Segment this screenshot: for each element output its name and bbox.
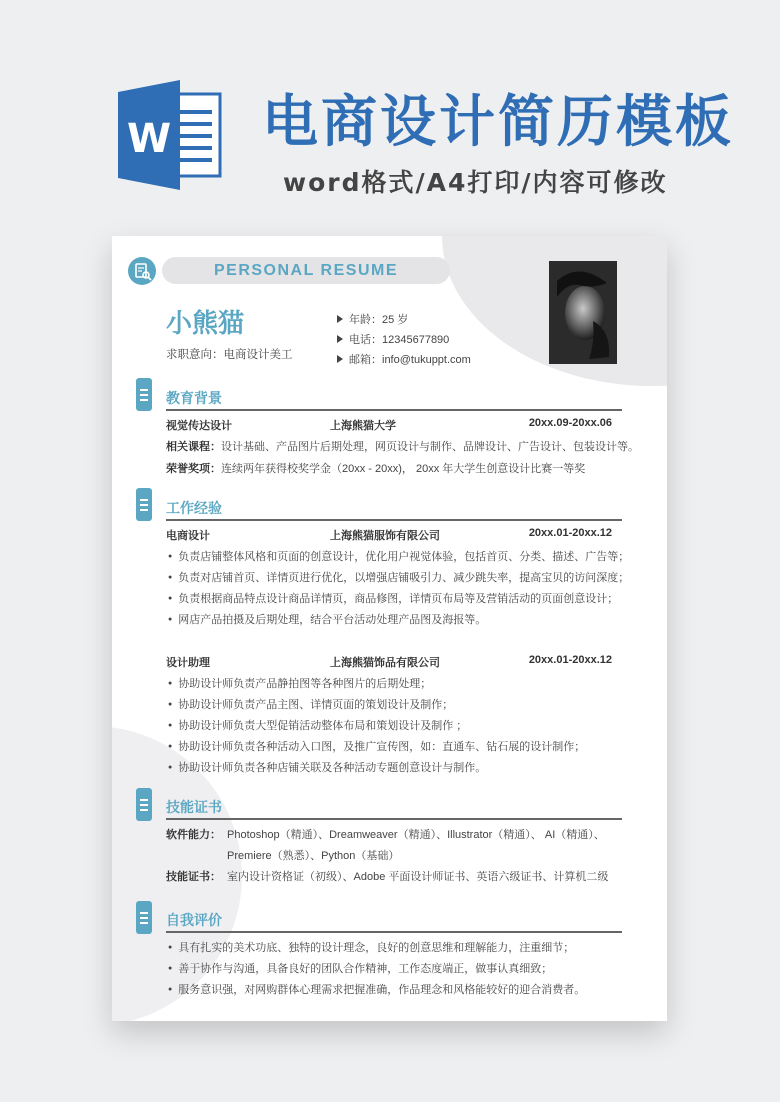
email-text: 邮箱：info@tukuppt.com: [349, 354, 471, 366]
resume-page: [112, 236, 667, 1021]
job-company: 上海熊猫服饰有限公司: [330, 530, 440, 542]
banner-subtitle: word格式/A4打印/内容可修改: [283, 168, 668, 197]
list-item: ● 协助设计师负责产品静拍图等各种图片的后期处理；: [168, 675, 431, 691]
banner-title: 电商设计简历模板: [262, 90, 734, 155]
cert-label: 技能证书：: [166, 871, 221, 883]
word-logo-icon: [118, 80, 223, 190]
profile-photo: [549, 261, 617, 364]
resume-badge-icon: [128, 257, 156, 285]
section-divider: [166, 818, 622, 820]
section-marker-icon: [136, 788, 152, 821]
honors-label: 荣誉奖项：: [166, 463, 221, 475]
work-title: 工作经验: [166, 500, 222, 516]
education-courses: [166, 438, 639, 454]
cert-text: 室内设计资格证（初级）、Adobe 平面设计师证书、英语六级证书、计算机二级: [227, 871, 609, 883]
age-text: 年龄：25 岁: [349, 314, 409, 326]
software-text-2: Premiere（熟悉）、Python（基础）: [227, 850, 400, 862]
skills-title: 技能证书: [166, 799, 222, 815]
section-marker-icon: [136, 901, 152, 934]
education-honors: [166, 460, 585, 476]
list-item: ● 负责根据商品特点设计商品详情页，商品修图，详情页布局等及营销活动的页面创意设计；: [168, 590, 618, 606]
job-role: 设计助理: [166, 657, 210, 669]
phone-text: 电话：12345677890: [349, 334, 450, 346]
list-item: ● 协助设计师负责大型促销活动整体布局和策划设计及制作 ；: [168, 717, 467, 733]
job-company: 上海熊猫饰品有限公司: [330, 657, 440, 669]
education-period: 20xx.09-20xx.06: [528, 417, 612, 429]
list-item: ● 协助设计师负责各种活动入口图，及推广宣传图，如：直通车、钻石展的设计制作；: [168, 738, 585, 754]
software-text-1: Photoshop（精通）、Dreamweaver（精通）、Illustrator（精通）、 AI（精通）、: [227, 829, 605, 841]
list-item: ● 协助设计师负责产品主图、详情页面的策划设计及制作；: [168, 696, 453, 712]
list-item: ● 善于协作与沟通，具备良好的团队合作精神，工作态度端正，做事认真细致；: [168, 960, 552, 976]
triangle-bullet-icon: [337, 335, 343, 343]
education-school: 上海熊猫大学: [330, 420, 396, 432]
list-item: ● 协助设计师负责各种店铺关联及各种活动专题创意设计与制作。: [168, 759, 486, 775]
age-row: [337, 311, 408, 327]
section-marker-icon: [136, 378, 152, 411]
list-item: ● 网店产品拍摄及后期处理，结合平台活动处理产品图及海报等。: [168, 611, 486, 627]
courses-label: 相关课程：: [166, 441, 221, 453]
job-period: 20xx.01-20xx.12: [528, 527, 612, 539]
list-item: ● 具有扎实的美术功底、独特的设计理念，良好的创意思维和理解能力，注重细节；: [168, 939, 574, 955]
list-item: ● 服务意识强，对网购群体心理需求把握准确，作品理念和风格能较好的迎合消费者。: [168, 981, 585, 997]
list-item: ● 负责对店铺首页、详情页进行优化，以增强店铺吸引力、减少跳失率，提高宝贝的访问深度；: [168, 569, 629, 585]
section-divider: [166, 519, 622, 521]
section-divider: [166, 931, 622, 933]
list-item: ● 负责店铺整体风格和页面的创意设计，优化用户视觉体验，包括首页、分类、描述、广告等；: [168, 548, 629, 564]
self-eval-title: 自我评价: [166, 912, 222, 928]
job-intent: 求职意向：电商设计美工: [166, 349, 293, 361]
phone-row: [337, 331, 449, 347]
triangle-bullet-icon: [337, 355, 343, 363]
section-divider: [166, 409, 622, 411]
education-title: 教育背景: [166, 390, 222, 406]
triangle-bullet-icon: [337, 315, 343, 323]
courses-text: 设计基础、产品图片后期处理，网页设计与制作、品牌设计、广告设计、包装设计等。: [221, 441, 639, 453]
job-period: 20xx.01-20xx.12: [528, 654, 612, 666]
software-label: 软件能力：: [166, 829, 221, 841]
education-major: 视觉传达设计: [166, 420, 232, 432]
job-role: 电商设计: [166, 530, 210, 542]
section-marker-icon: [136, 488, 152, 521]
resume-label: PERSONAL RESUME: [213, 262, 398, 279]
candidate-name: 小熊猫: [166, 308, 245, 338]
email-row: [337, 351, 471, 367]
honors-text: 连续两年获得校奖学金（20xx - 20xx)， 20xx 年大学生创意设计比赛一等奖: [221, 463, 586, 475]
word-logo-letter: W: [126, 116, 172, 162]
